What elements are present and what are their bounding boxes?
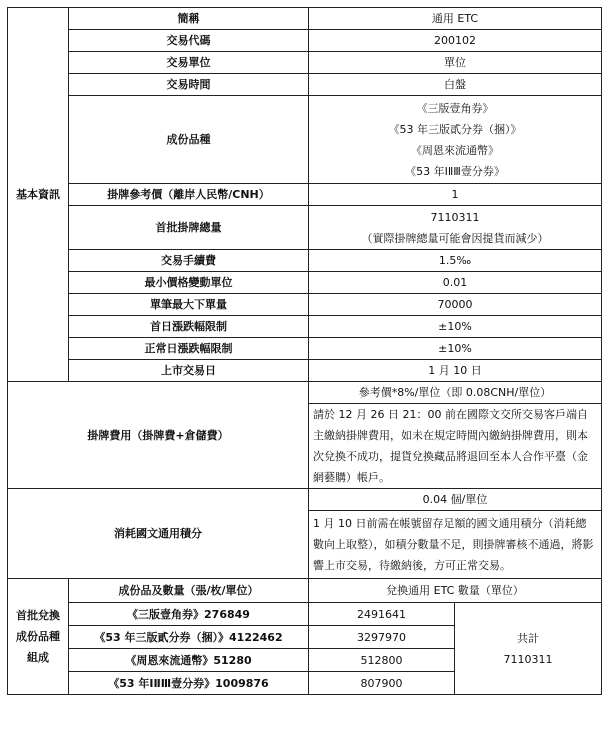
field-value xyxy=(309,250,602,272)
field-value-line: ±10% xyxy=(438,342,472,355)
field-value xyxy=(309,360,602,382)
basic-row xyxy=(8,294,602,316)
field-value xyxy=(309,294,602,316)
field-value-line: 《53 年三版貳分券（捆）》 xyxy=(388,122,522,136)
field-label: 首日漲跌幅限制 xyxy=(69,316,309,338)
listing-fee-rate: 參考價*8%/單位（即 0.08CNH/單位） xyxy=(309,382,602,404)
listing-fee-row xyxy=(8,382,602,404)
field-value-line: 1.5‰ xyxy=(438,254,472,267)
field-value-line: 通用 ETC xyxy=(431,12,479,25)
conversion-etc: 2491641 xyxy=(309,603,455,626)
field-value-line: ±10% xyxy=(438,320,472,333)
field-value-line: 200102 xyxy=(434,34,476,47)
conversion-item: 《周恩來流通幣》51280 xyxy=(69,649,309,672)
basic-row xyxy=(8,206,602,250)
etc-info-table xyxy=(7,7,602,695)
field-value-line: 《三版壹角券》 xyxy=(416,101,494,115)
field-value-line: 白盤 xyxy=(444,78,466,91)
field-value xyxy=(309,74,602,96)
field-value xyxy=(309,30,602,52)
conversion-item: 《53 年三版貳分券（捆）》4122462 xyxy=(69,626,309,649)
field-label: 最小價格變動單位 xyxy=(69,272,309,294)
field-label: 交易單位 xyxy=(69,52,309,74)
field-value-line: 70000 xyxy=(437,298,473,311)
field-value-line: 7110311 xyxy=(430,210,480,224)
basic-row xyxy=(8,316,602,338)
field-label: 首批掛牌總量 xyxy=(69,206,309,250)
field-label: 上市交易日 xyxy=(69,360,309,382)
field-value-line: 《53 年ⅠⅡⅢ壹分券》 xyxy=(405,164,505,178)
basic-row xyxy=(8,360,602,382)
conversion-header-right: 兌換通用 ETC 數量（單位） xyxy=(309,579,602,603)
conversion-etc: 3297970 xyxy=(309,626,455,649)
conversion-total xyxy=(455,603,602,695)
field-value-line: （實際掛牌總量可能會因提貨而減少） xyxy=(361,231,549,245)
field-label: 交易代碼 xyxy=(69,30,309,52)
conversion-item: 《53 年ⅠⅡⅢ壹分券》1009876 xyxy=(69,672,309,695)
conversion-total-value: 7110311 xyxy=(503,652,553,666)
basic-row xyxy=(8,52,602,74)
field-label: 交易手續費 xyxy=(69,250,309,272)
conversion-etc: 807900 xyxy=(309,672,455,695)
field-value xyxy=(309,316,602,338)
field-label: 成份品種 xyxy=(69,96,309,184)
basic-row xyxy=(8,8,602,30)
basic-row xyxy=(8,96,602,184)
field-value xyxy=(309,206,602,250)
listing-fee-note: 請於 12 月 26 日 21：00 前在國際文交所交易客戶端自主繳納掛牌費用，如未在規定時間內繳納掛牌費用，則本次兌換不成功，提貨兌換藏品將退回至本人合作平臺（金網藝購）帳戶。 xyxy=(309,404,602,489)
basic-row xyxy=(8,250,602,272)
conversion-item: 《三版壹角券》276849 xyxy=(69,603,309,626)
field-value xyxy=(309,52,602,74)
basic-row xyxy=(8,30,602,52)
field-value-line: 0.01 xyxy=(442,276,468,289)
basic-row xyxy=(8,272,602,294)
field-label: 正常日漲跌幅限制 xyxy=(69,338,309,360)
section-label-conversion xyxy=(8,579,69,695)
field-label: 單筆最大下單量 xyxy=(69,294,309,316)
points-label: 消耗國文通用積分 xyxy=(8,489,309,579)
points-note: 1 月 10 日前需在帳號留存足額的國文通用積分（消耗總數向上取整），如積分數量不足，則掛牌審核不通過，將影響上市交易，待繳納後，方可正常交易。 xyxy=(309,511,602,579)
field-value xyxy=(309,96,602,184)
conversion-header-left: 成份品及數量（張/枚/單位） xyxy=(69,579,309,603)
field-label: 交易時間 xyxy=(69,74,309,96)
basic-row xyxy=(8,338,602,360)
field-value xyxy=(309,338,602,360)
points-row xyxy=(8,489,602,511)
field-value-line: 1 xyxy=(451,188,459,201)
field-value-line: 《周恩來流通幣》 xyxy=(411,143,499,157)
field-value-line: 1 月 10 日 xyxy=(428,364,482,377)
listing-fee-label: 掛牌費用（掛牌費+倉儲費） xyxy=(8,382,309,489)
basic-row xyxy=(8,74,602,96)
field-label: 掛牌參考價（離岸人民幣/CNH） xyxy=(69,184,309,206)
conversion-header-row xyxy=(8,579,602,603)
section-label-basic: 基本資訊 xyxy=(8,8,69,382)
points-rate: 0.04 個/單位 xyxy=(309,489,602,511)
field-value xyxy=(309,184,602,206)
section-label-line: 首批兌換 xyxy=(16,609,60,622)
field-label: 簡稱 xyxy=(69,8,309,30)
field-value xyxy=(309,8,602,30)
basic-row xyxy=(8,184,602,206)
section-label-line: 成份品種 xyxy=(16,630,60,643)
field-value xyxy=(309,272,602,294)
conversion-total-label: 共計 xyxy=(517,631,539,645)
section-label-line: 組成 xyxy=(27,651,49,664)
field-value-line: 單位 xyxy=(444,56,466,69)
conversion-row xyxy=(8,603,602,626)
conversion-etc: 512800 xyxy=(309,649,455,672)
